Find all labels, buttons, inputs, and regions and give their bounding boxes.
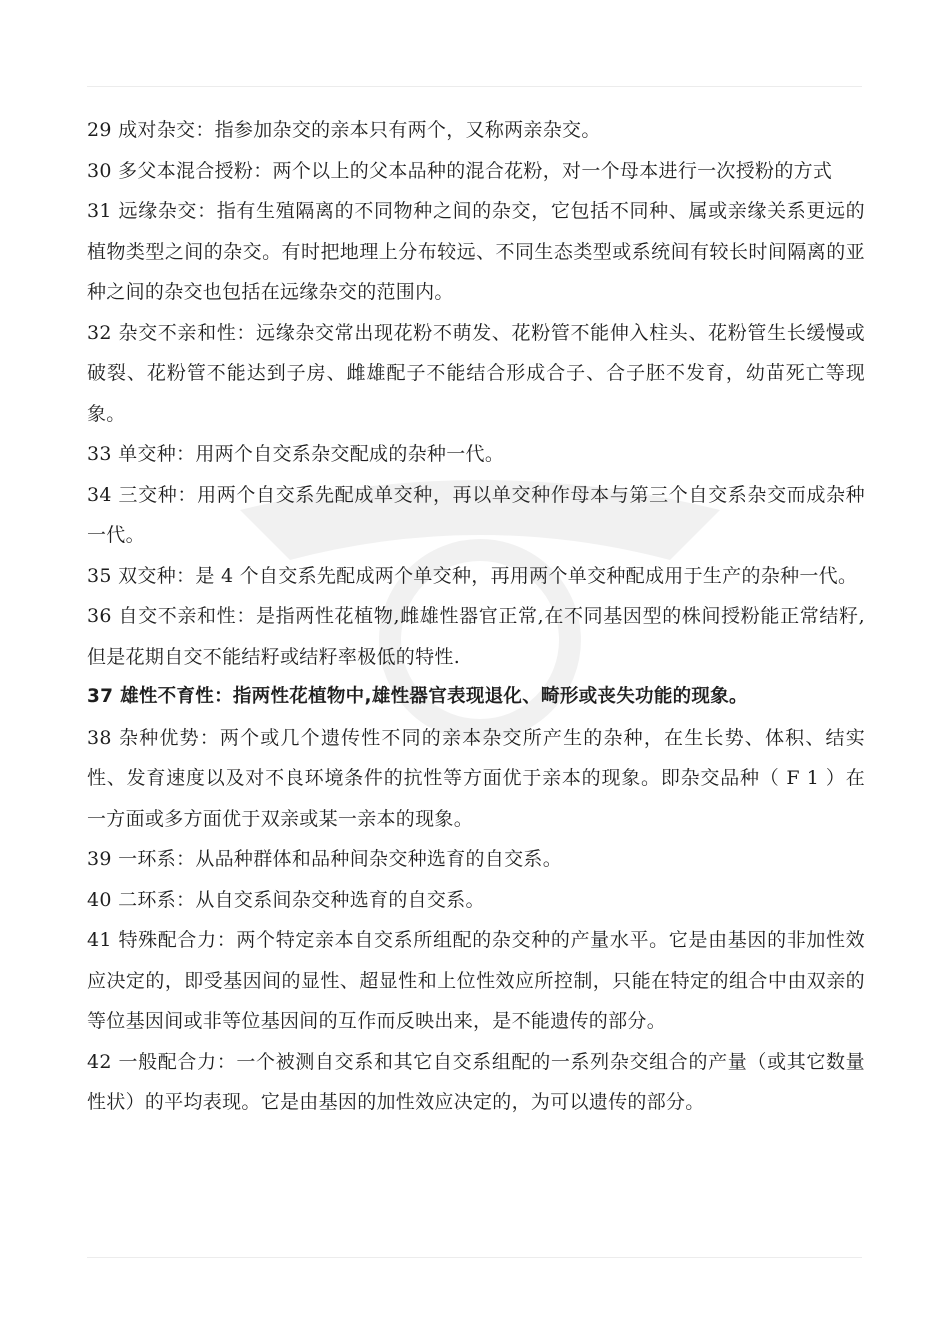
glossary-content bbox=[87, 110, 865, 1123]
glossary-entry-41: 41 特殊配合力：两个特定亲本自交系所组配的杂交种的产量水平。它是由基因的非加性效应决定的，即受基因间的显性、超显性和上位性效应所控制，只能在特定的组合中由双亲的等位基因间或非等位基因间的互作而反映出来，是不能遗传的部分。 bbox=[87, 929, 865, 1032]
glossary-entry-39: 39 一环系：从品种群体和品种间杂交种选育的自交系。 bbox=[87, 848, 563, 870]
glossary-entry-35: 35 双交种：是 4 个自交系先配成两个单交种，再用两个单交种配成用于生产的杂种一代。 bbox=[87, 564, 858, 587]
glossary-entry-33: 33 单交种：用两个自交系杂交配成的杂种一代。 bbox=[87, 443, 505, 465]
glossary-entry-40: 40 二环系：从自交系间杂交种选育的自交系。 bbox=[87, 888, 485, 911]
glossary-entry-42: 42 一般配合力：一个被测自交系和其它自交系组配的一系列杂交组合的产量（或其它数量性状）的平均表现。它是由基因的加性效应决定的，为可以遗传的部分。 bbox=[87, 1050, 865, 1113]
glossary-entry-31: 31 远缘杂交：指有生殖隔离的不同物种之间的杂交，它包括不同种、属或亲缘关系更远的植物类型之间的杂交。有时把地理上分布较远、不同生态类型或系统间有较长时间隔离的亚种之间的杂交也包括在远缘杂交的范围内。 bbox=[87, 200, 865, 303]
glossary-entry-30: 30 多父本混合授粉：两个以上的父本品种的混合花粉，对一个母本进行一次授粉的方式 bbox=[87, 159, 833, 182]
footer-rule bbox=[87, 1257, 862, 1258]
glossary-entry-37: 37 雄性不育性：指两性花植物中,雄性器官表现退化、畸形或丧失功能的现象。 bbox=[87, 686, 748, 707]
glossary-entry-36: 36 自交不亲和性：是指两性花植物,雌雄性器官正常,在不同基因型的株间授粉能正常结籽,但是花期自交不能结籽或结籽率极低的特性. bbox=[87, 605, 865, 668]
glossary-entry-32: 32 杂交不亲和性：远缘杂交常出现花粉不萌发、花粉管不能伸入柱头、花粉管生长缓慢或破裂、花粉管不能达到子房、雌雄配子不能结合形成合子、合子胚不发育，幼苗死亡等现象。 bbox=[87, 321, 865, 425]
glossary-entry-34: 34 三交种：用两个自交系先配成单交种，再以单交种作母本与第三个自交系杂交而成杂种一代。 bbox=[87, 483, 865, 546]
glossary-entry-38: 38 杂种优势：两个或几个遗传性不同的亲本杂交所产生的杂种，在生长势、体积、结实性、发育速度以及对不良环境条件的抗性等方面优于亲本的现象。即杂交品种（ F 1 ）在一方面或多方面优于双亲或某一亲本的现象。 bbox=[87, 726, 865, 830]
glossary-entry-29: 29 成对杂交：指参加杂交的亲本只有两个，又称两亲杂交。 bbox=[87, 119, 601, 141]
header-rule bbox=[87, 86, 862, 87]
